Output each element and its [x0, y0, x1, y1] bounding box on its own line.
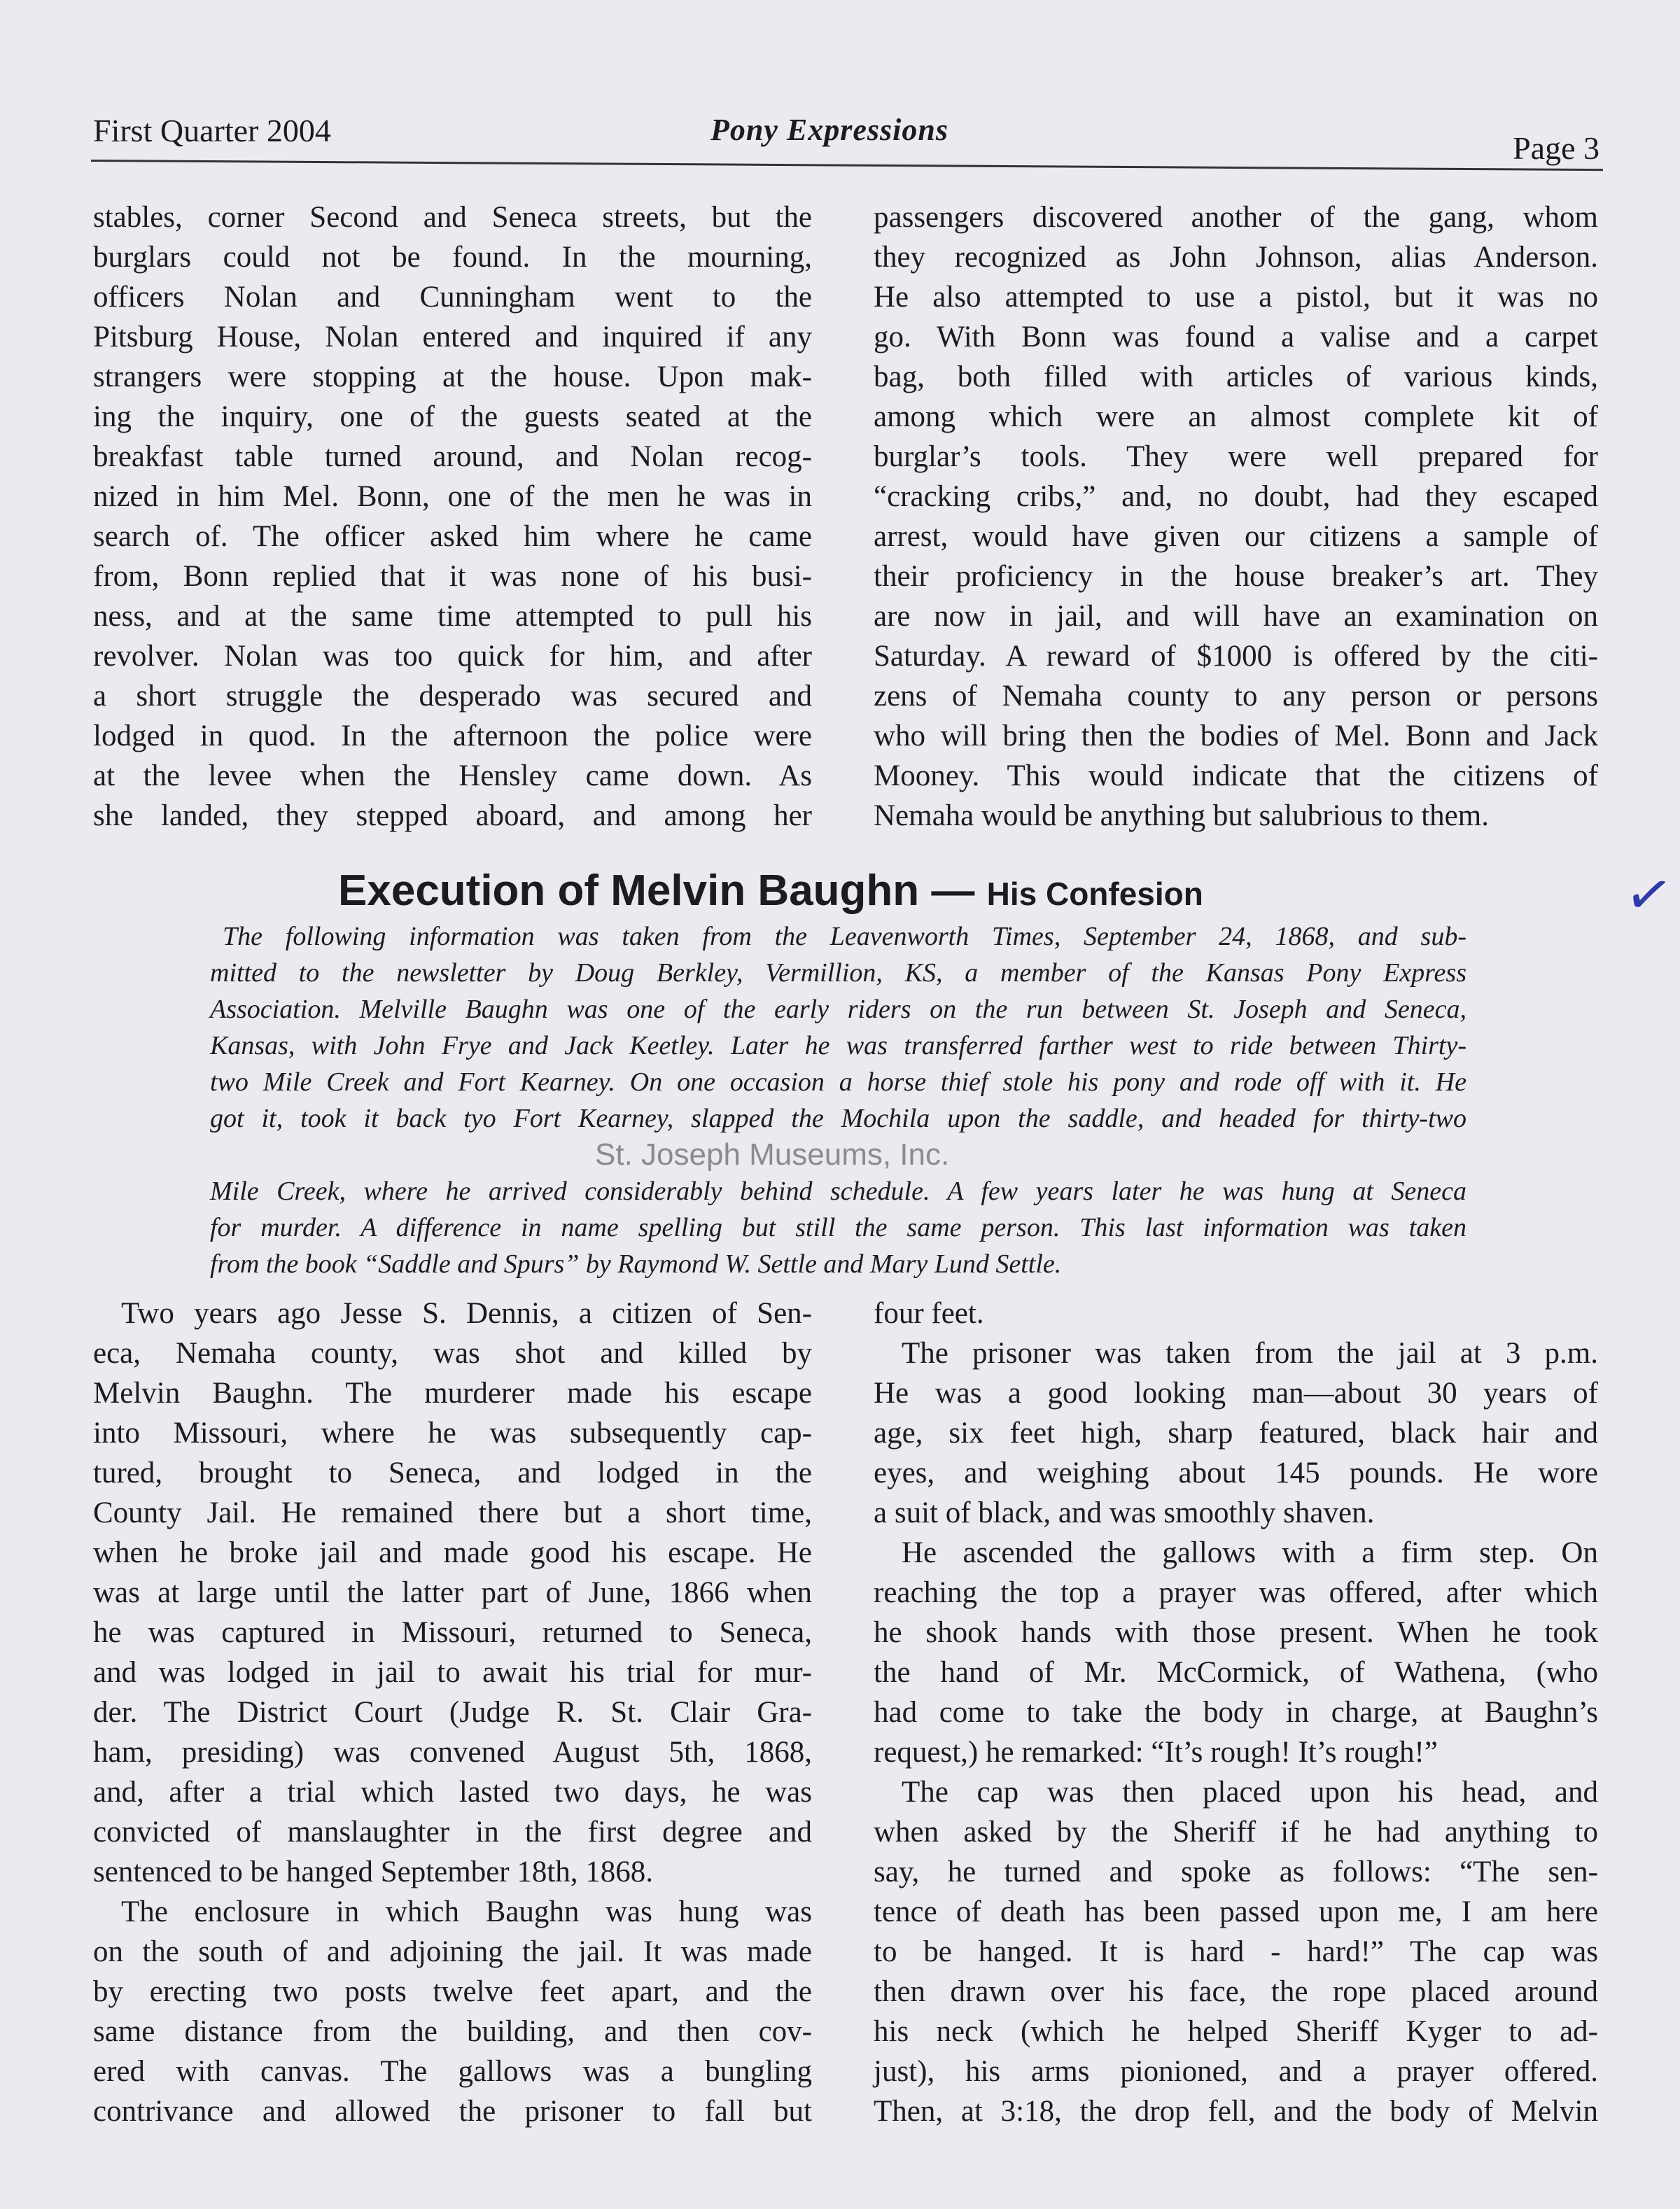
text-line: his neck (which he helped Sheriff Kyger to ad- — [874, 2015, 1598, 2048]
text-line: contrivance and allowed the prisoner to fall but — [93, 2095, 812, 2128]
text-line: had come to take the body in charge, at Baughn’s — [874, 1696, 1598, 1729]
text-line: He also attempted to use a pistol, but it was no — [874, 281, 1598, 314]
text-line: sentenced to be hanged September 18th, 1868. — [93, 1856, 654, 1888]
text-line: Association. Melville Baughn was one of the early riders on the run between St. Joseph and Seneca, — [210, 995, 1466, 1024]
text-line: their proficiency in the house breaker’s art. They — [874, 560, 1598, 593]
text-line: arrest, would have given our citizens a sample of — [874, 520, 1598, 553]
article-intro — [210, 918, 1466, 1282]
text-line: to be hanged. It is hard - hard!” The cap was — [874, 1935, 1598, 1968]
text-line: Mile Creek, where he arrived considerably behind schedule. A few years later he was hung at Seneca — [210, 1177, 1466, 1206]
text-line: was at large until the latter part of June, 1866 when — [93, 1576, 812, 1609]
title-subtitle: His Confesion — [986, 876, 1203, 912]
text-line: got it, took it back tyo Fort Kearney, slapped the Mochila upon the saddle, and headed for thirty-two — [210, 1104, 1466, 1133]
text-line: The enclosure in which Baughn was hung was — [121, 1895, 812, 1928]
text-line: ing the inquiry, one of the guests seated at the — [93, 400, 812, 433]
text-line: into Missouri, where he was subsequently cap- — [93, 1417, 812, 1450]
watermark: St. Joseph Museums, Inc. — [595, 1137, 950, 1172]
text-line: He ascended the gallows with a firm step. On — [902, 1536, 1598, 1569]
text-line: lodged in quod. In the afternoon the police were — [93, 720, 812, 752]
text-line: Two years ago Jesse S. Dennis, a citizen of Sen- — [121, 1297, 812, 1330]
text-line: they recognized as John Johnson, alias Anderson. — [874, 241, 1598, 274]
text-line: der. The District Court (Judge R. St. Clair Gra- — [93, 1696, 812, 1729]
text-line: she landed, they stepped aboard, and among her — [93, 799, 812, 832]
text-line: Saturday. A reward of $1000 is offered by the citi- — [874, 640, 1598, 673]
text-line: request,) he remarked: “It’s rough! It’s rough!” — [874, 1736, 1438, 1769]
text-line: search of. The officer asked him where he came — [93, 520, 812, 553]
text-line: a suit of black, and was smoothly shaven. — [874, 1496, 1375, 1529]
text-line: among which were an almost complete kit of — [874, 400, 1598, 433]
text-line: County Jail. He remained there but a short time, — [93, 1496, 812, 1529]
header-rule — [91, 160, 1603, 171]
text-line: a short struggle the desperado was secured and — [93, 680, 812, 713]
text-line: same distance from the building, and then cov- — [93, 2015, 812, 2048]
text-line: burglars could not be found. In the mourning, — [93, 241, 812, 274]
text-line: for murder. A difference in name spelling but still the same person. This last information was taken — [210, 1213, 1466, 1242]
text-line: go. With Bonn was found a valise and a carpet — [874, 321, 1598, 353]
text-line: passengers discovered another of the gang, whom — [874, 201, 1598, 234]
text-line: Pitsburg House, Nolan entered and inquired if any — [93, 321, 812, 353]
text-line: four feet. — [874, 1297, 984, 1330]
text-line: ered with canvas. The gallows was a bungling — [93, 2055, 812, 2088]
checkmark-annotation: ✓ — [1620, 858, 1678, 932]
text-line: breakfast table turned around, and Nolan recog- — [93, 440, 812, 473]
text-line: nized in him Mel. Bonn, one of the men he was in — [93, 480, 812, 513]
bottom-left-column — [93, 1293, 812, 2131]
text-line: the hand of Mr. McCormick, of Wathena, (who — [874, 1656, 1598, 1689]
text-line: on the south of and adjoining the jail. It was made — [93, 1935, 812, 1968]
text-line: stables, corner Second and Seneca streets, but the — [93, 201, 812, 234]
title-main: Execution of Melvin Baughn — — [338, 867, 987, 915]
text-line: and was lodged in jail to await his trial for mur- — [93, 1656, 812, 1689]
text-line: when he broke jail and made good his escape. He — [93, 1536, 812, 1569]
text-line: mitted to the newsletter by Doug Berkley, Vermillion, KS, a member of the Kansas Pony Express — [210, 958, 1466, 988]
text-line: The following information was taken from the Leavenworth Times, September 24, 1868, and sub- — [223, 922, 1466, 951]
text-line: age, six feet high, sharp featured, black hair and — [874, 1417, 1598, 1450]
text-line: Kansas, with John Frye and Jack Keetley. Later he was transferred farther west to ride between Thirty- — [210, 1031, 1466, 1060]
issue-date: First Quarter 2004 — [93, 113, 331, 148]
text-line: tured, brought to Seneca, and lodged in the — [93, 1457, 812, 1489]
text-line: eyes, and weighing about 145 pounds. He wore — [874, 1457, 1598, 1489]
text-line: The cap was then placed upon his head, and — [902, 1776, 1598, 1809]
text-line: he shook hands with those present. When he took — [874, 1616, 1598, 1649]
top-right-column — [874, 197, 1598, 836]
text-line: eca, Nemaha county, was shot and killed by — [93, 1337, 812, 1370]
bottom-right-column — [874, 1293, 1598, 2131]
text-line: He was a good looking man—about 30 years of — [874, 1377, 1598, 1410]
text-line: two Mile Creek and Fort Kearney. On one occasion a horse thief stole his pony and rode off with it. He — [210, 1067, 1466, 1097]
text-line: who will bring then the bodies of Mel. Bonn and Jack — [874, 720, 1598, 752]
text-line: when asked by the Sheriff if he had anything to — [874, 1816, 1598, 1849]
text-line: bag, both filled with articles of various kinds, — [874, 360, 1598, 393]
text-line: officers Nolan and Cunningham went to the — [93, 281, 812, 314]
text-line: Nemaha would be anything but salubrious to them. — [874, 799, 1489, 832]
text-line: ness, and at the same time attempted to pull his — [93, 600, 812, 633]
text-line: just), his arms pionioned, and a prayer offered. — [874, 2055, 1598, 2088]
text-line: by erecting two posts twelve feet apart, and the — [93, 1975, 812, 2008]
article-title — [338, 867, 1203, 918]
page-number: Page 3 — [1513, 130, 1600, 166]
newsletter-title: Pony Expressions — [710, 113, 948, 147]
text-line: ham, presiding) was convened August 5th, 1868, — [93, 1736, 812, 1769]
text-line: Melvin Baughn. The murderer made his escape — [93, 1377, 812, 1410]
text-line: from the book “Saddle and Spurs” by Raymond W. Settle and Mary Lund Settle. — [210, 1249, 1062, 1279]
text-line: revolver. Nolan was too quick for him, and after — [93, 640, 812, 673]
text-line: The prisoner was taken from the jail at 3 p.m. — [902, 1337, 1598, 1370]
text-line: Then, at 3:18, the drop fell, and the body of Melvin — [874, 2095, 1598, 2128]
text-line: say, he turned and spoke as follows: “The sen- — [874, 1856, 1598, 1888]
text-line: at the levee when the Hensley came down. As — [93, 759, 812, 792]
text-line: and, after a trial which lasted two days, he was — [93, 1776, 812, 1809]
text-line: tence of death has been passed upon me, I am here — [874, 1895, 1598, 1928]
text-line: Mooney. This would indicate that the citizens of — [874, 759, 1598, 792]
text-line: then drawn over his face, the rope placed around — [874, 1975, 1598, 2008]
text-line: are now in jail, and will have an examination on — [874, 600, 1598, 633]
text-line: “cracking cribs,” and, no doubt, had they escaped — [874, 480, 1598, 513]
text-line: reaching the top a prayer was offered, after which — [874, 1576, 1598, 1609]
text-line: strangers were stopping at the house. Upon mak- — [93, 360, 812, 393]
text-line: convicted of manslaughter in the first degree and — [93, 1816, 812, 1849]
text-line: from, Bonn replied that it was none of his busi- — [93, 560, 812, 593]
text-line: zens of Nemaha county to any person or persons — [874, 680, 1598, 713]
top-left-column — [93, 197, 812, 836]
text-line: burglar’s tools. They were well prepared for — [874, 440, 1598, 473]
text-line: he was captured in Missouri, returned to Seneca, — [93, 1616, 812, 1649]
